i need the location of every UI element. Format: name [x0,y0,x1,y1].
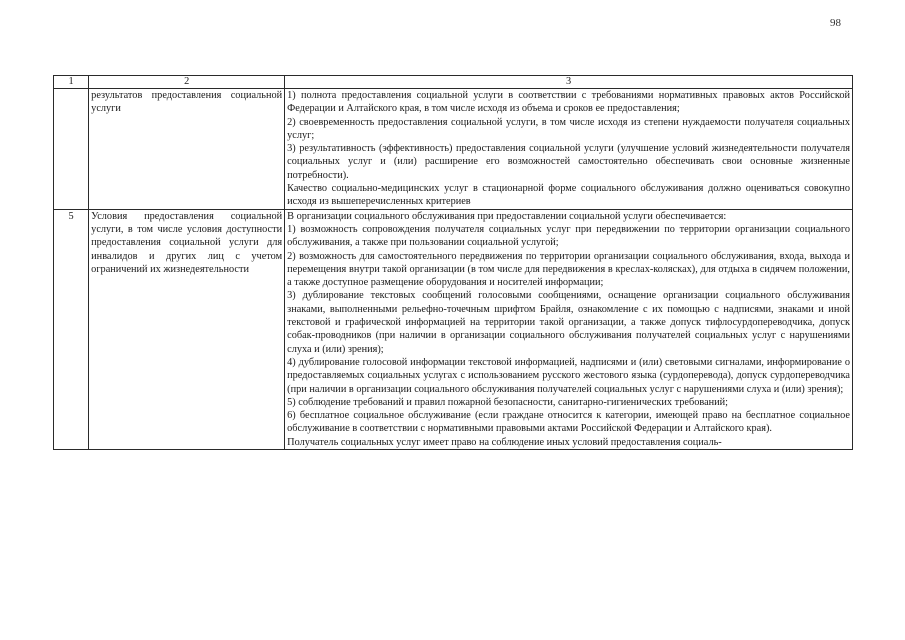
row-number [54,89,89,210]
description-paragraph: Получатель социальных услуг имеет право на соблюдение иных условий предоставления социаль- [287,436,722,448]
description-paragraph: 3) дублирование текстовых сообщений голосовыми сообщениями, оснащение организации социального обслуживания знаками, выполненными рельефно-точечным шрифтом Брайля, ознакомление с их помощью с надписями, знаками и иной текстовой и графической информацией на территории такой организации, а также допуск тифлосурдопереводчика, допуск собак-проводников (при наличии в организации социального обслуживания получателей социальных услуг с нарушениями слуха и (или) зрения); [287,290,850,355]
description-paragraph: 1) полнота предоставления социальной услуги в соответствии с требованиями нормативных правовых актов Российской Федерации и Алтайского края, в том числе исходя из объема и сроков ее предоставления; [287,90,850,115]
row-number: 5 [54,209,89,449]
row-indicator [89,89,285,210]
header-col-2: 2 [89,76,285,89]
description-paragraph: 1) возможность сопровождения получателя социальных услуг при передвижении по территории организации социального обслуживания, а также при пользовании социальной услугой; [287,223,850,249]
description-paragraph: 3) результативность (эффективность) предоставления социальной услуги (улучшение условий жизнедеятельности получателя социальных услуг и (или) расширение его возможностей самостоятельно обеспечивать свои основные жизненные потребности). [287,143,850,181]
description-paragraph: 6) бесплатное социальное обслуживание (если граждане относится к категории, имеющей право на бесплатное социальное обслуживание в соответствии с нормативными правовыми актами Российской Федерации и Алтайского края). [287,410,850,435]
table-header-row [54,76,853,89]
indicator-text: результатов предоставления социальной услуги [91,90,283,115]
description-paragraph: 2) возможность для самостоятельного передвижения по территории организации социального обслуживания, входа, выхода и перемещения внутри такой организации (в том числе для передвижения в креслах-колясках), для отдыха в сидячем положении, а также доступное размещение оборудования и носителей информации; [287,250,850,289]
row-description [285,89,853,210]
description-paragraph: Качество социально-медицинских услуг в стационарной форме социального обслуживания должно оцениваться совокупно исходя из вышеперечисленных критериев [287,183,850,208]
table-row [54,89,853,210]
description-paragraph: 2) своевременность предоставления социальной услуги, в том числе исходя из степени нуждаемости получателя социальных услуг; [287,116,850,141]
row-indicator [89,209,285,449]
row-description [285,209,853,449]
table-row [54,209,853,449]
description-paragraph: 5) соблюдение требований и правил пожарной безопасности, санитарно-гигиенических требований; [287,396,729,408]
description-paragraph: 4) дублирование голосовой информации текстовой информацией, надписями и (или) световыми сигналами, информирование о предоставляемых социальных услугах с использованием русского жестового языка (сурдоперевода), допуск сурдопереводчика (при наличии в организации социального обслуживания получателей социальных услуг с нарушениями слуха и (или) зрения); [287,356,850,395]
header-col-1: 1 [54,76,89,89]
description-paragraph: В организации социального обслуживания при предоставлении социальной услуги обеспечивается: [287,210,727,222]
indicator-text: Условия предоставления социальной услуги, в том числе условия доступности предоставления социальной услуги для инвалидов и других лиц с учетом ограничений их жизнедеятельности [91,210,283,275]
page-number: 98 [830,17,841,29]
header-col-3: 3 [285,76,853,89]
services-table [53,75,853,450]
